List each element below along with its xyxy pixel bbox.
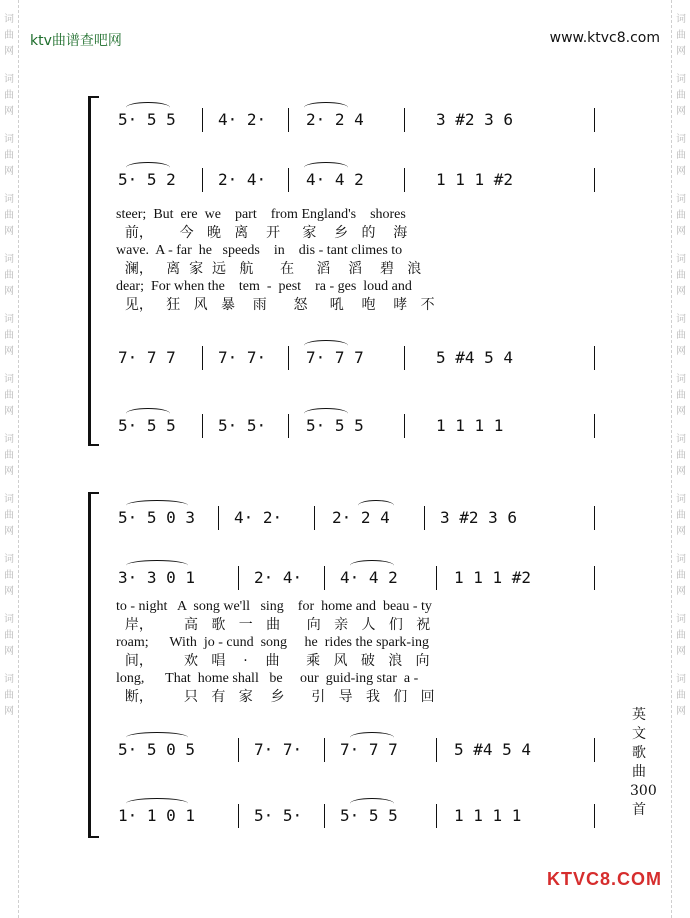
measure-1: 5· 5 2 <box>118 170 176 189</box>
measure-4: 5 #4 5 4 <box>436 348 514 367</box>
measure-4: 3 #2 3 6 <box>436 110 514 129</box>
barline <box>594 738 595 762</box>
watermark-text: 词曲网 <box>4 434 14 477</box>
lyric-cn-6: 断， 只 有 家 乡 引 导 我 们 回 <box>116 689 435 705</box>
barline <box>436 738 437 762</box>
system-brace-1 <box>88 96 99 446</box>
measure-1: 5· 5 0 5 <box>118 740 196 759</box>
measure-4: 3 #2 3 6 <box>440 508 518 527</box>
measure-1: 5· 5 0 3 <box>118 508 196 527</box>
measure-4: 1 1 1 #2 <box>436 170 514 189</box>
measure-2: 4· 2· <box>234 508 283 527</box>
watermark-text: 词曲网 <box>676 314 686 357</box>
watermark-text: 词曲网 <box>4 254 14 297</box>
watermark-text: 词曲网 <box>676 374 686 417</box>
barline <box>324 804 325 828</box>
barline <box>202 414 203 438</box>
notation-line-2-1 <box>118 502 598 532</box>
lyric-cn-1: 前， 今 晚 离 开 家 乡 的 海 <box>116 225 408 241</box>
barline <box>238 566 239 590</box>
lyric-cn-2: 澜， 离 家 远 航 在 滔 滔 碧 浪 <box>116 261 422 277</box>
watermark-text: 词曲网 <box>676 74 686 117</box>
watermark-left-column <box>2 0 16 918</box>
notation-line-2-2 <box>118 562 598 592</box>
measure-3: 2· 2 4 <box>306 110 364 129</box>
barline <box>404 108 405 132</box>
barline <box>238 738 239 762</box>
measure-2: 7· 7· <box>254 740 303 759</box>
watermark-text: 词曲网 <box>676 14 686 57</box>
measure-2: 4· 2· <box>218 110 267 129</box>
lyric-en-2: wave. A - far he speeds in dis - tant climes to <box>116 243 403 258</box>
watermark-text: 词曲网 <box>676 194 686 237</box>
watermark-text: 词曲网 <box>4 74 14 117</box>
lyric-cn-4: 岸， 高 歌 一 曲 向 亲 人 们 祝 <box>116 617 431 633</box>
watermark-text: 词曲网 <box>4 374 14 417</box>
lyric-cn-5: 间， 欢 唱 · 曲 乘 风 破 浪 向 <box>116 653 430 669</box>
watermark-text: 词曲网 <box>676 494 686 537</box>
barline <box>594 108 595 132</box>
lyric-en-1: steer; But ere we part from England's shores <box>116 207 406 222</box>
notation-line-2-4 <box>118 800 598 830</box>
measure-3: 2· 2 4 <box>332 508 390 527</box>
watermark-text: 词曲网 <box>4 554 14 597</box>
notation-line-1-4 <box>118 410 598 440</box>
barline <box>594 414 595 438</box>
measure-1: 3· 3 0 1 <box>118 568 196 587</box>
watermark-text: 词曲网 <box>4 314 14 357</box>
measure-4: 1 1 1 #2 <box>454 568 532 587</box>
watermark-text: 词曲网 <box>4 674 14 717</box>
barline <box>218 506 219 530</box>
left-divider <box>18 0 19 918</box>
watermark-text: 词曲网 <box>4 494 14 537</box>
barline <box>288 168 289 192</box>
system-brace-2 <box>88 492 99 838</box>
measure-4: 1 1 1 1 <box>436 416 504 435</box>
barline <box>594 506 595 530</box>
lyric-en-4: to - night A song we'll sing for home and beau - ty <box>116 599 432 614</box>
lyric-en-6: long, That home shall be our guid-ing star a - <box>116 671 419 686</box>
barline <box>288 346 289 370</box>
measure-4: 5 #4 5 4 <box>454 740 532 759</box>
measure-1: 5· 5 5 <box>118 416 176 435</box>
watermark-text: 词曲网 <box>676 254 686 297</box>
barline <box>324 566 325 590</box>
barline <box>288 414 289 438</box>
watermark-text: 词曲网 <box>676 134 686 177</box>
measure-2: 7· 7· <box>218 348 267 367</box>
site-logo[interactable]: KTVC8.COM <box>546 869 662 889</box>
barline <box>288 108 289 132</box>
barline <box>594 804 595 828</box>
lyric-en-3: dear; For when the tem - pest ra - ges loud and <box>116 279 412 294</box>
watermark-text: 词曲网 <box>676 434 686 477</box>
measure-3: 7· 7 7 <box>306 348 364 367</box>
barline <box>404 168 405 192</box>
barline <box>594 566 595 590</box>
lyric-cn-3: 见， 狂 风 暴 雨 怒 吼 咆 哮 不 <box>116 297 435 313</box>
measure-1: 1· 1 0 1 <box>118 806 196 825</box>
watermark-text: 词曲网 <box>676 554 686 597</box>
measure-2: 5· 5· <box>218 416 267 435</box>
barline <box>202 168 203 192</box>
barline <box>424 506 425 530</box>
measure-4: 1 1 1 1 <box>454 806 522 825</box>
watermark-text: 词曲网 <box>4 194 14 237</box>
measure-2: 2· 4· <box>254 568 303 587</box>
watermark-text: 词曲网 <box>676 674 686 717</box>
notation-line-2-3 <box>118 734 598 764</box>
watermark-right-column <box>674 0 688 918</box>
book-title-vertical: 英文歌曲300首 <box>630 707 657 818</box>
measure-1: 7· 7 7 <box>118 348 176 367</box>
lyric-en-5: roam; With jo - cund song he rides the spark-ing <box>116 635 429 650</box>
site-url[interactable]: www.ktvc8.com <box>549 30 660 46</box>
barline <box>202 346 203 370</box>
barline <box>324 738 325 762</box>
watermark-text: 词曲网 <box>4 134 14 177</box>
barline <box>436 804 437 828</box>
measure-3: 5· 5 5 <box>340 806 398 825</box>
measure-2: 2· 4· <box>218 170 267 189</box>
measure-3: 5· 5 5 <box>306 416 364 435</box>
measure-1: 5· 5 5 <box>118 110 176 129</box>
barline <box>594 168 595 192</box>
watermark-text: 词曲网 <box>4 614 14 657</box>
notation-line-1-1 <box>118 104 598 134</box>
watermark-text: 词曲网 <box>4 14 14 57</box>
barline <box>238 804 239 828</box>
notation-line-1-2 <box>118 164 598 194</box>
watermark-text: 词曲网 <box>676 614 686 657</box>
right-divider <box>671 0 672 918</box>
barline <box>404 414 405 438</box>
measure-3: 4· 4 2 <box>306 170 364 189</box>
measure-3: 7· 7 7 <box>340 740 398 759</box>
barline <box>436 566 437 590</box>
measure-2: 5· 5· <box>254 806 303 825</box>
barline <box>404 346 405 370</box>
barline <box>202 108 203 132</box>
site-name[interactable]: ktv曲谱查吧网 <box>30 33 122 49</box>
barline <box>314 506 315 530</box>
notation-line-1-3 <box>118 342 598 372</box>
barline <box>594 346 595 370</box>
measure-3: 4· 4 2 <box>340 568 398 587</box>
